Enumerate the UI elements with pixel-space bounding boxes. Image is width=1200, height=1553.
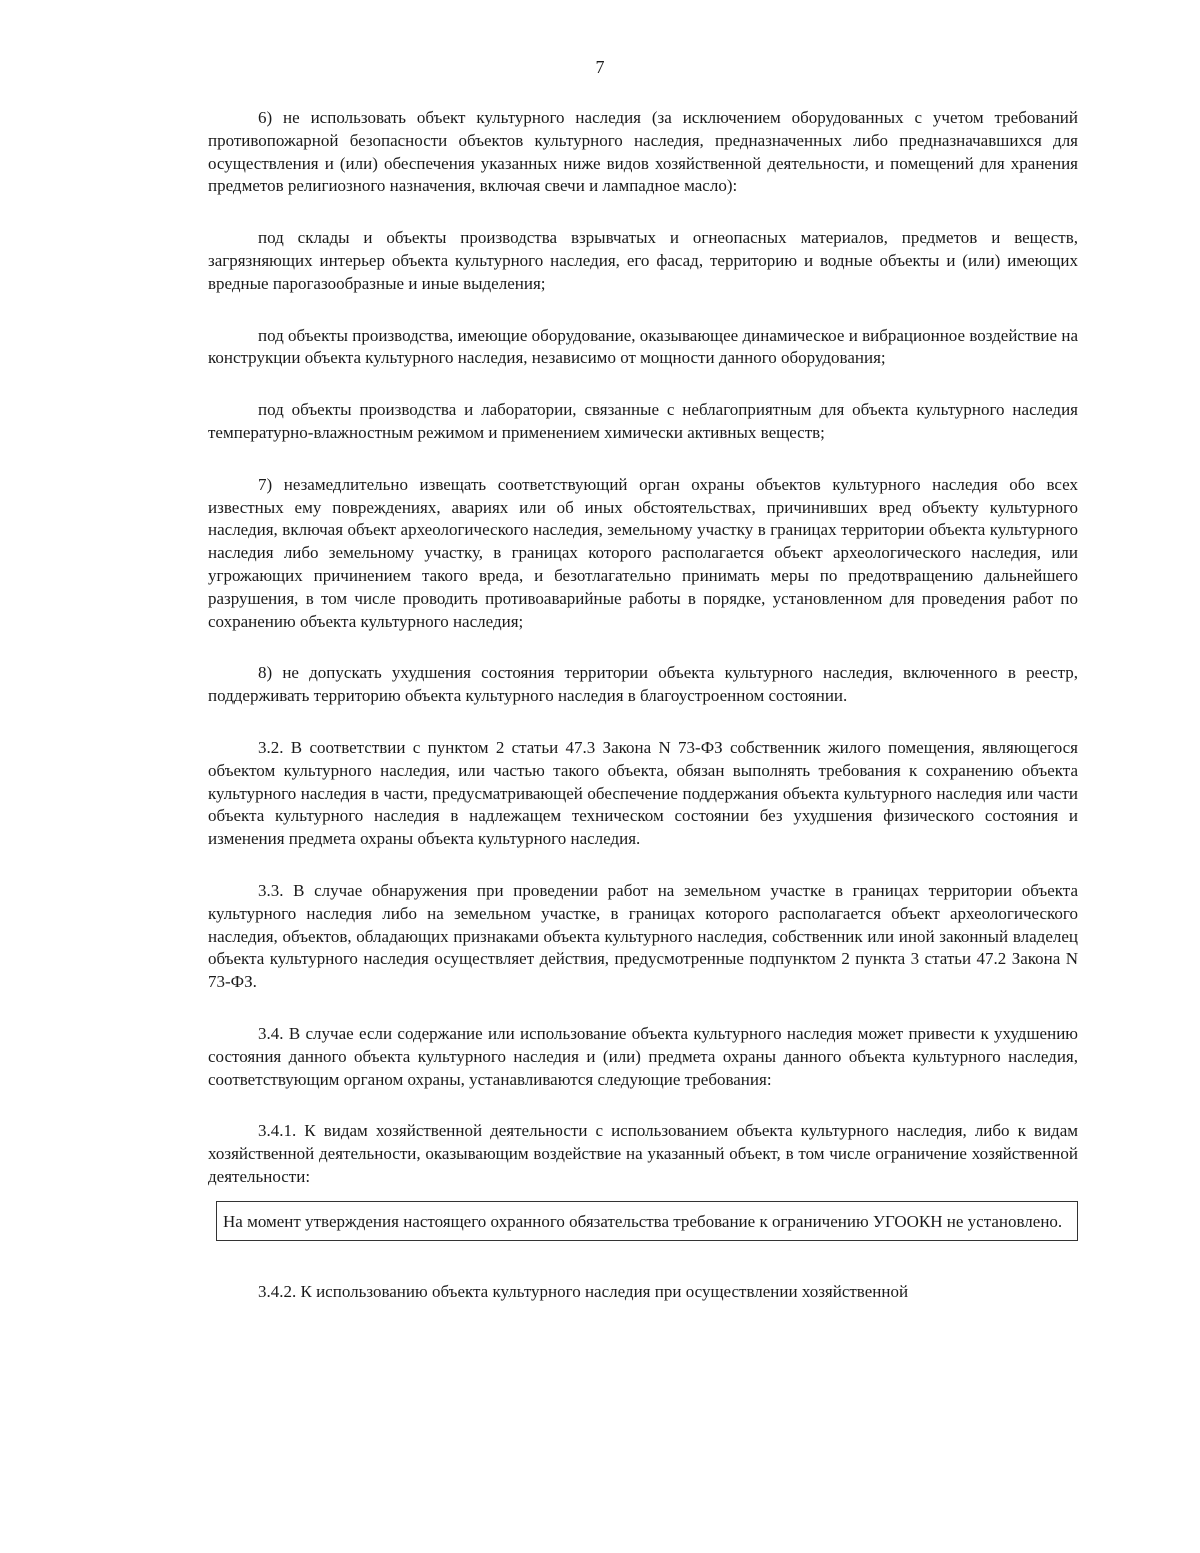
paragraph-3-2: 3.2. В соответствии с пунктом 2 статьи 47.3 Закона N 73-ФЗ собственник жилого помещения, являющегося объектом культурного наследия, или частью такого объекта, обязан выполнять требования к сохранению объекта культурного наследия в части, предусматривающей обеспечение поддержания объекта культурного наследия или части объекта культурного наследия в надлежащем техническом состоянии без ухудшения физического состояния и изменения предмета охраны объекта культурного наследия. bbox=[208, 737, 1078, 849]
paragraph-laboratories: под объекты производства и лаборатории, связанные с неблагоприятным для объекта культурного наследия температурно-влажностным режимом и применением химически активных веществ; bbox=[208, 400, 1078, 442]
paragraph-3-4-2: 3.4.2. К использованию объекта культурного наследия при осуществлении хозяйственной bbox=[258, 1281, 909, 1301]
paragraph-item-6: 6) не использовать объект культурного наследия (за исключением оборудованных с учетом требований противопожарной безопасности объектов культурного наследия, предназначенных либо предназначавшихся для осуществления и (или) обеспечения указанных ниже видов хозяйственной деятельности, и помещений для хранения предметов религиозного назначения, включая свечи и лампадное масло): bbox=[208, 108, 1078, 196]
boxed-note-text: На момент утверждения настоящего охранного обязательства требование к ограничению УГООКН не установлено. bbox=[223, 1211, 1063, 1231]
paragraph-3-3: 3.3. В случае обнаружения при проведении работ на земельном участке в границах территории объекта культурного наследия либо на земельном участке, в границах которого располагается объект археологического наследия, объектов, обладающих признаками объекта культурного наследия, собственник или иной законный владелец объекта культурного наследия осуществляет действия, предусмотренные подпунктом 2 пункта 3 статьи 47.2 Закона N 73-ФЗ. bbox=[208, 880, 1078, 992]
page-number: 7 bbox=[595, 57, 605, 77]
paragraph-item-8: 8) не допускать ухудшения состояния территории объекта культурного наследия, включенного в реестр, поддерживать территорию объекта культурного наследия в благоустроенном состоянии. bbox=[208, 663, 1078, 706]
paragraph-warehouses: под склады и объекты производства взрывчатых и огнеопасных материалов, предметов и веществ, загрязняющих интерьер объекта культурного наследия, его фасад, территорию и водные объекты и (или) имеющих вредные парогазообразные и иные выделения; bbox=[208, 228, 1078, 293]
paragraph-3-4-1: 3.4.1. К видам хозяйственной деятельности с использованием объекта культурного наследия, либо к видам хозяйственной деятельности, оказывающим воздействие на указанный объект, в том числе ограничение хозяйственной деятельности: bbox=[208, 1121, 1078, 1186]
boxed-note bbox=[216, 1201, 1078, 1241]
document-body bbox=[208, 107, 1078, 1303]
paragraph-production-equipment: под объекты производства, имеющие оборудование, оказывающее динамическое и вибрационное воздействие на конструкции объекта культурного наследия, независимо от мощности данного оборудования; bbox=[208, 325, 1078, 368]
paragraph-3-4: 3.4. В случае если содержание или использование объекта культурного наследия может привести к ухудшению состояния данного объекта культурного наследия и (или) предмета охраны данного объекта культурного наследия, соответствующим органом охраны, устанавливаются следующие требования: bbox=[208, 1023, 1078, 1089]
paragraph-item-7: 7) незамедлительно извещать соответствующий орган охраны объектов культурного наследия обо всех известных ему повреждениях, авариях или об иных обстоятельствах, причинивших вред объекту культурного наследия, включая объект археологического наследия, земельному участку в границах территории объекта культурного наследия либо земельному участку, в границах которого располагается объект археологического наследия, или угрожающих причинением такого вреда, и безотлагательно принимать меры по предотвращению дальнейшего разрушения, в том числе проводить противоаварийные работы в порядке, установленном для проведения работ по сохранению объекта культурного наследия; bbox=[208, 474, 1078, 631]
